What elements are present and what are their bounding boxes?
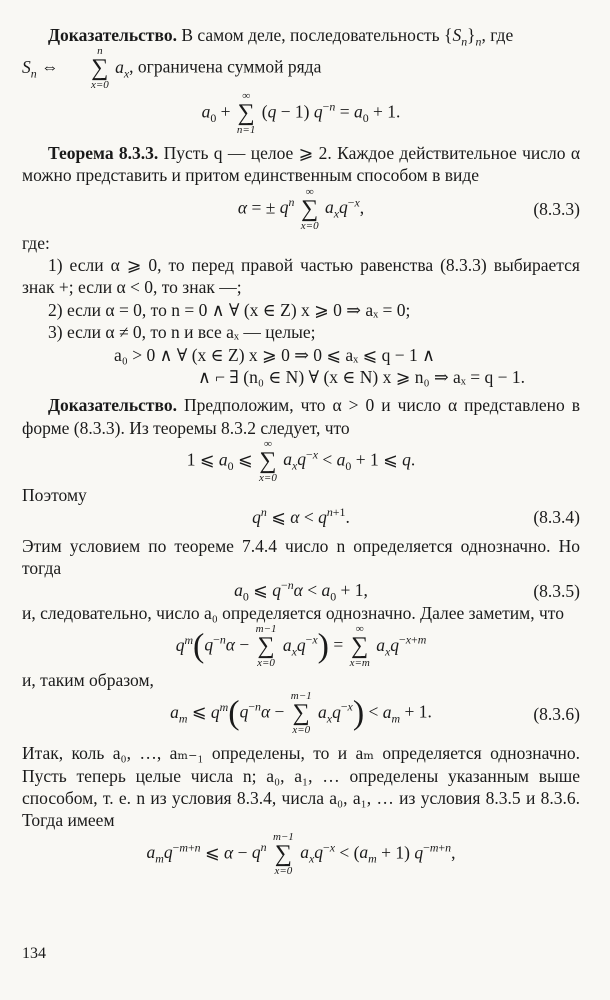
condition-2: 2) если α = 0, то n = 0 ∧ ∀ (x ∈ Z) x ⩾ 0 ⇒ aₓ = 0;	[48, 299, 411, 320]
condition-3-line-1: a₀ > 0 ∧ ∀ (x ∈ Z) x ⩾ 0 ⇒ 0 ⩽ aₓ ⩽ q − 1 ∧	[114, 344, 435, 365]
equation-number: (8.3.5)	[533, 580, 580, 601]
a0-paragraph: и, следовательно, число a₀ определяется однозначно. Далее заметим, что	[22, 602, 564, 623]
equation-final: $a_mq^{-m+n}$ ⩽ $\alpha - q^n$ m−1 ∑ x=0 $a_xq^{-x} < (a_m + 1)$ $q^{-m+n}$,	[146, 830, 456, 877]
theorem-label: Теорема 8.3.3.	[48, 142, 159, 163]
equation-8-3-6: $a_m$ ⩽ $q^m(q^{-n}\alpha$ − m−1 ∑ x=0 $a_xq^{-x}) < a_m + 1$. (8.3.6)	[170, 690, 580, 737]
proof-2-paragraph: Доказательство. Предположим, что α > 0 и число α представлено в форме (8.3.3). Из теоремы 8.3.2 следует, что	[22, 395, 580, 438]
equation-8-3-4: $q^n$ ⩽ $\alpha < q^{n+1}$. (8.3.4)	[252, 505, 580, 528]
thus-text: и, таким образом,	[22, 670, 154, 691]
page-number: 134	[22, 945, 46, 962]
theorem-8-3-3: Теорема 8.3.3. Пусть q — целое ⩾ 2. Каждое действительное число α можно представить и притом единственным способом в виде	[22, 142, 581, 186]
final-paragraph: Итак, коль a₀, …, aₘ₋₁ определены, то и aₘ определяется однозначно. Пусть теперь целые числа n; a₀, a₁, … определены указанным выше способом, т. е. n из условия 8.3.4, числа a₀, a₁, … из условия 8.3.5 и 8.3.6. Тогда имеем	[22, 743, 580, 831]
equation-number: (8.3.3)	[533, 198, 580, 219]
proof-label: Доказательство.	[48, 395, 177, 416]
proof-1-paragraph: Доказательство. В самом деле, последовательность $\{S_n\}_n$, где $S_n$ ⇔ n ∑ x=0 $a_x$, ограничена суммой ряда	[22, 25, 514, 92]
equation-8-3-5: $a_0$ ⩽ $q^{-n}\alpha < a_0 + 1$, (8.3.5)	[234, 578, 580, 604]
equation-number: (8.3.6)	[533, 703, 580, 724]
condition-1: 1) если α ⩾ 0, то перед правой частью равенства (8.3.3) выбирается знак +; если α < 0, то знак —;	[22, 254, 580, 298]
page-body	[22, 24, 580, 877]
condition-3-line-2: ∧ ⌐ ∃ (n₀ ∈ N) ∀ (x ∈ N) x ⩾ n₀ ⇒ aₓ = q − 1.	[198, 366, 525, 387]
equation-bounds: 1 ⩽ $a_0$ ⩽ ∞ ∑ x=0 $a_xq^{-x} < a_0 + 1$ ⩽ q.	[186, 438, 416, 484]
equation-number: (8.3.4)	[533, 507, 580, 528]
condition-paragraph: Этим условием по теореме 7.4.4 число n определяется однозначно. Но тогда	[22, 535, 580, 579]
condition-3: 3) если α ≠ 0, то n и все aₓ — целые;	[48, 322, 316, 343]
equation-8-3-3: α = ± $q^n$ ∞ ∑ x=0 $a_xq^{-x}$, (8.3.3)	[237, 185, 580, 232]
poetomu-text: Поэтому	[22, 484, 87, 505]
where-label: где:	[22, 232, 50, 253]
equation-series: $a_0$ + ∞ ∑ n=1 (q − 1) $q^{-n} = a_0 + 1$.	[201, 90, 401, 136]
proof-label: Доказательство.	[48, 25, 177, 45]
equation-identity: $q^m(q^{-n}\alpha$ − m−1 ∑ x=0 $a_xq^{-x}$) = ∞ ∑ x=m $a_xq^{-x+m}$	[175, 623, 427, 670]
